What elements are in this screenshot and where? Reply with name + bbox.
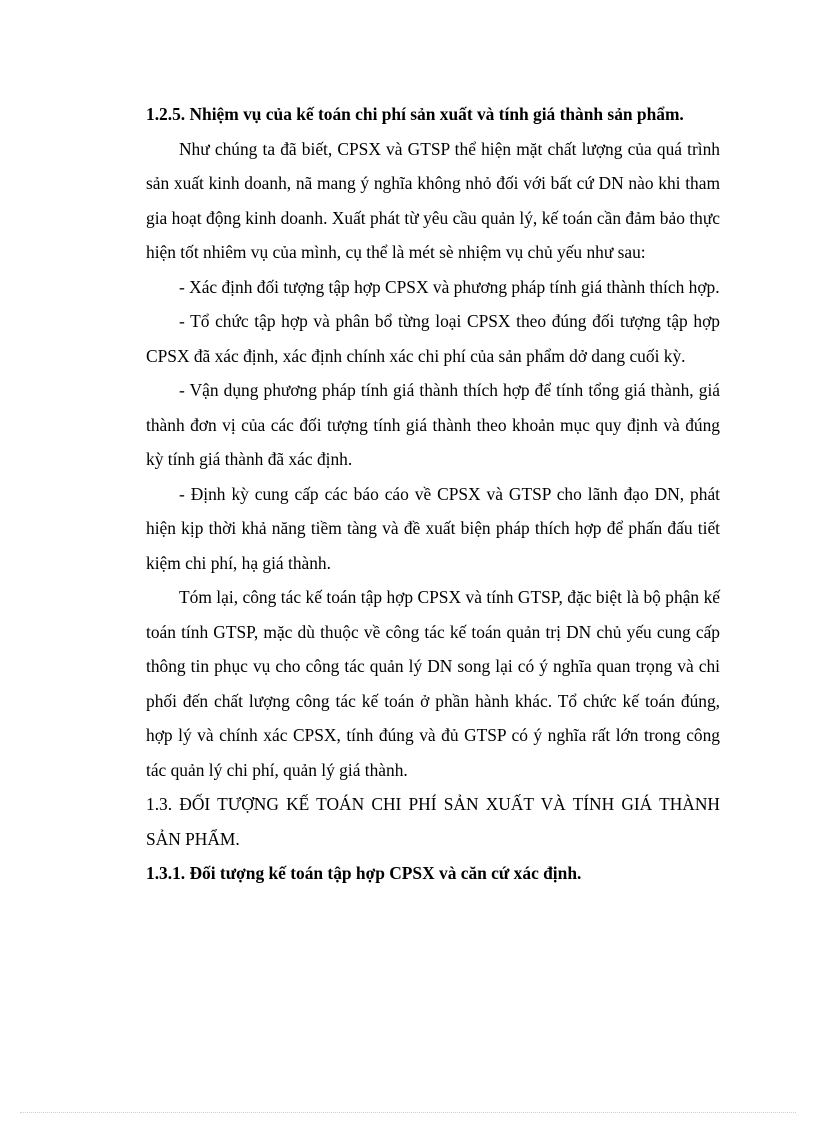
page-bottom-divider xyxy=(20,1112,796,1113)
section-heading-1-3-1: 1.3.1. Đối tượng kế toán tập hợp CPSX và căn cứ xác định. xyxy=(146,863,582,883)
task-item-4: - Định kỳ cung cấp các báo cáo về CPSX và GTSP cho lãnh đạo DN, phát hiện kịp thời khả năng tiềm tàng và đề xuất biện pháp thích hợp để phấn đấu tiết kiệm chi phí, hạ giá thành. xyxy=(146,483,720,573)
section-heading-1-2-5: 1.2.5. Nhiệm vụ của kế toán chi phí sản xuất và tính giá thành sản phẩm. xyxy=(146,104,684,124)
task-item-3: - Vận dụng phương pháp tính giá thành thích hợp để tính tổng giá thành, giá thành đơn vị của các đối tượng tính giá thành theo khoản mục quy định và đúng kỳ tính giá thành đã xác định. xyxy=(146,380,720,469)
document-body xyxy=(146,97,720,891)
task-item-1: - Xác định đối tượng tập hợp CPSX và phương pháp tính giá thành thích hợp. xyxy=(179,276,720,297)
summary-paragraph: Tóm lại, công tác kế toán tập hợp CPSX và tính GTSP, đặc biệt là bộ phận kế toán tính GTSP, mặc dù thuộc về công tác kế toán quản trị DN chủ yếu cung cấp thông tin phục vụ cho công tác quản lý DN song lại có ý nghĩa quan trọng và chi phối đến chất lượng công tác kế toán ở phần hành khác. Tổ chức kế toán đúng, hợp lý và chính xác CPSX, tính đúng và đủ GTSP có ý nghĩa rất lớn trong công tác quản lý chi phí, quản lý giá thành. xyxy=(146,587,720,780)
section-heading-1-3: 1.3. ĐỐI TƯỢNG KẾ TOÁN CHI PHÍ SẢN XUẤT VÀ TÍNH GIÁ THÀNH SẢN PHẨM. xyxy=(146,794,720,849)
intro-paragraph: Như chúng ta đã biết, CPSX và GTSP thể hiện mặt chất lượng của quá trình sản xuất kinh doanh, nã mang ý nghĩa không nhỏ đối với bất cứ DN nào khi tham gia hoạt động kinh doanh. Xuất phát từ yêu cầu quản lý, kế toán cần đảm bảo thực hiện tốt nhiêm vụ của mình, cụ thể là mét sè nhiệm vụ chủ yếu như sau: xyxy=(146,138,720,262)
task-item-2: - Tổ chức tập hợp và phân bổ từng loại CPSX theo đúng đối tượng tập hợp CPSX đã xác định, xác định chính xác chi phí của sản phẩm dở dang cuối kỳ. xyxy=(146,311,720,366)
